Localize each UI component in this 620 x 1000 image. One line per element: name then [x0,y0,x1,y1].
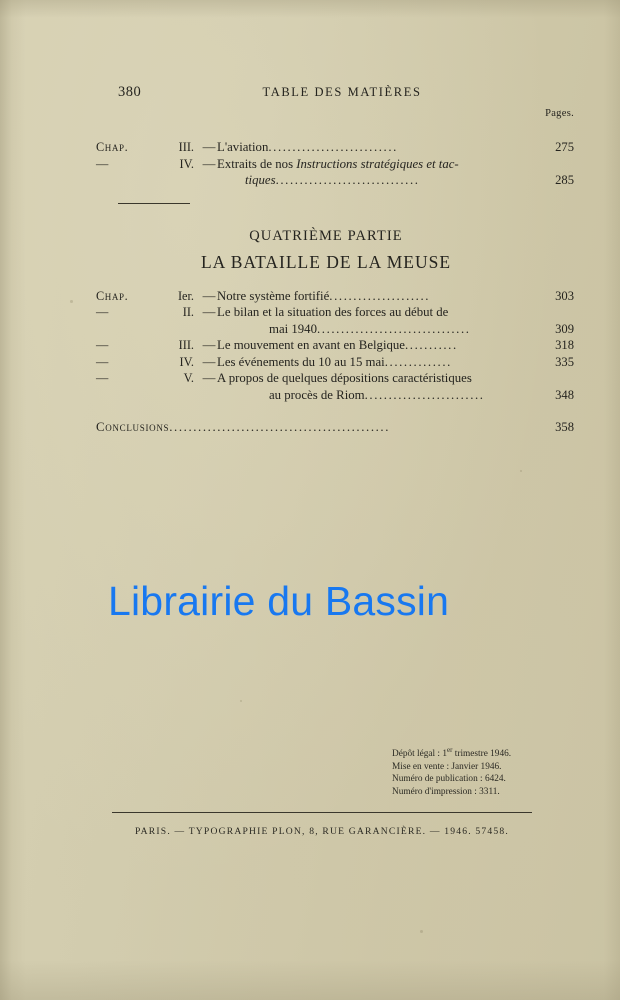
imprint-divider-rule [112,812,532,813]
toc-entry-leader: ........................... [268,140,398,154]
toc-section-previous-part [96,140,574,189]
toc-entry [96,289,574,305]
running-head-title: TABLE DES MATIÈRES [262,85,422,99]
toc-entry-title [217,157,540,173]
part-heading [96,228,574,273]
toc-entry-page: 309 [555,321,574,336]
toc-entry-title-text: Notre système fortifié [217,288,330,303]
toc-entry-title [217,173,540,189]
toc-entry-chap-label: — [96,354,109,369]
colophon-line-numero-impression: Numéro d'impression : 3311. [392,786,500,797]
paper-speck [520,470,522,472]
toc-entry-number: IV. [179,156,194,171]
page-number: 380 [118,84,142,100]
page-content [96,84,574,435]
colophon-depot-superscript: er [447,746,453,754]
colophon-block [392,744,511,798]
toc-entry-title [217,338,540,354]
toc-entry-title-italic: Instructions stratégiques et tac- [296,156,459,171]
toc-entry-title-text: Les événements du 10 au 15 mai [217,354,385,369]
page-header [96,84,574,106]
toc-entry-dash: — [202,354,216,369]
toc-entry-title-text: Extraits de nos [217,156,297,171]
toc-entry-number: II. [182,305,194,319]
toc-entry-title-text: au procès de Riom [269,387,365,402]
toc-entry-leader: ..................... [329,288,431,303]
toc-entry-number: IV. [179,354,194,369]
toc-entry-leader: ......................... [364,387,485,402]
colophon-line-numero-publication: Numéro de publication : 6424. [392,774,506,785]
toc-entry-page: 318 [555,338,574,352]
toc-entry-title-text: Le mouvement en avant en Belgique [217,338,405,352]
toc-entry-page: 348 [555,387,574,402]
toc-entry-conclusions [96,420,574,435]
toc-entry [96,305,574,321]
toc-section-fourth-part [96,289,574,436]
toc-entry-page: 285 [555,173,574,187]
colophon-depot-suffix: trimestre 1946. [452,749,512,760]
toc-entry [96,140,574,156]
toc-entry-leader: ................................ [316,321,471,336]
toc-entry-dash: — [202,338,216,352]
toc-entry-title [217,388,540,404]
toc-entry [96,355,574,371]
toc-entry-leader: .............................. [275,173,420,187]
part-number-label: QUATRIÈME PARTIE [249,227,403,244]
toc-entry-number: V. [183,371,194,385]
conclusions-page: 358 [555,420,574,434]
toc-entry-title [217,305,540,321]
toc-entry-continuation [96,322,574,338]
paper-speck [420,930,423,933]
toc-entry-title [217,140,540,156]
toc-entry-chap-label: — [96,371,109,385]
toc-entry [96,157,574,173]
toc-entry-title [217,371,540,387]
toc-entry-title [217,355,540,371]
paper-speck [70,300,73,303]
toc-entry-number: Ier. [177,288,194,303]
toc-entry-dash: — [202,305,216,319]
page-edge-shadow-top [0,0,620,18]
part-title: LA BATAILLE DE LA MEUSE [200,251,452,272]
conclusions-label: Conclusions [96,420,170,434]
colophon-line-depot-legal [392,744,511,761]
toc-entry-dash: — [202,156,216,171]
page-edge-shadow-bottom [0,960,620,1000]
toc-entry-number: III. [178,338,194,352]
toc-entry-dash: — [202,288,216,303]
toc-entry-title-italic: tiques [245,173,276,187]
page-edge-shadow-left [0,0,26,1000]
toc-entry-title-text: A propos de quelques dépositions caractéristiques [217,371,472,385]
toc-entry-page: 275 [555,140,574,154]
paper-speck [240,700,242,702]
toc-entry [96,338,574,354]
toc-entry-chap-label: Chap. [96,288,129,303]
toc-entry-continuation [96,173,574,189]
toc-entry-dash: — [202,140,216,154]
toc-entry-chap-label: — [96,305,109,319]
toc-entry-page: 303 [555,288,574,303]
toc-entry-continuation [96,388,574,404]
toc-entry-leader: ........... [404,338,458,352]
printer-imprint: PARIS. — TYPOGRAPHIE PLON, 8, RUE GARANCIÈRE. — 1946. 57458. [135,826,509,837]
toc-entry-title [217,322,540,338]
toc-entry-title [217,289,540,305]
toc-entry-dash: — [202,371,216,385]
toc-entry-leader: .............. [384,354,452,369]
toc-entry [96,371,574,387]
toc-entry-chap-label: Chap. [96,140,129,154]
toc-entry-page: 335 [555,354,574,369]
watermark-text: Librairie du Bassin [108,578,450,624]
toc-entry-title-text: mai 1940 [269,321,317,336]
section-divider-rule [118,203,190,204]
pages-column-label: Pages. [545,108,574,119]
toc-entry-chap-label: — [96,338,109,352]
toc-entry-title-text: L'aviation [217,140,269,154]
toc-entry-title-text: Le bilan et la situation des forces au début de [217,305,449,319]
toc-entry-chap-label: — [96,156,109,171]
page-edge-shadow-right [604,0,620,1000]
toc-entry-number: III. [178,140,194,154]
conclusions-leader: .............................................. [169,420,391,434]
colophon-depot-prefix: Dépôt légal : 1 [392,749,447,760]
colophon-line-mise-en-vente: Mise en vente : Janvier 1946. [392,761,502,772]
